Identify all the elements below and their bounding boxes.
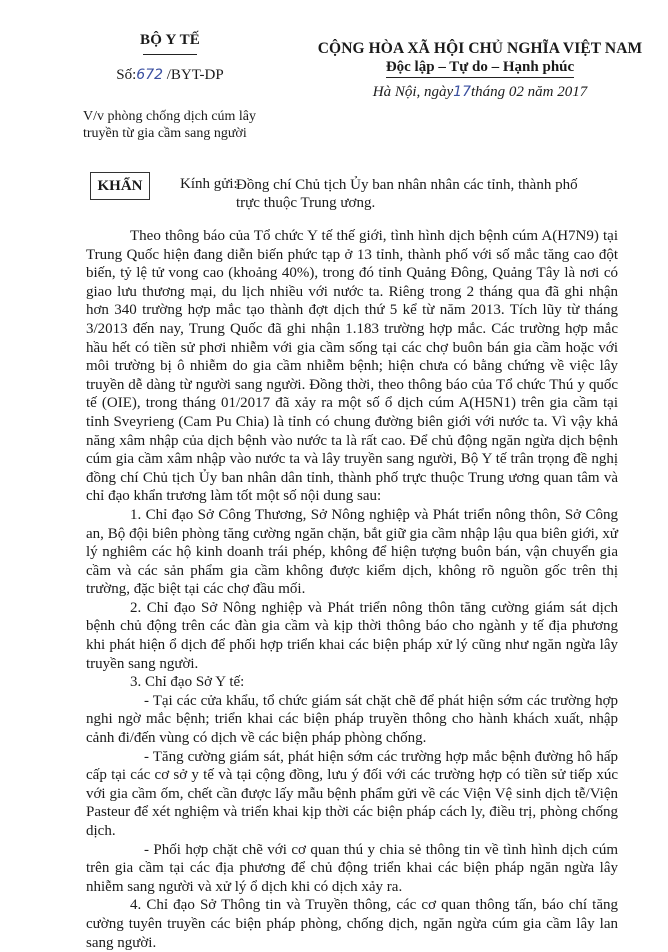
doc-number-prefix: Số: (116, 67, 137, 83)
directive-item-3-sub-3: - Phối hợp chặt chẽ với cơ quan thú y chia sẻ thông tin về tình hình dịch cúm trên gia cầm tại các địa phương để chủ động triển khai các biện pháp ngăn ngừa lây nhiễm sang người và xử lý ổ dịch khi có dịch xảy ra. (86, 841, 618, 895)
directive-item-4: 4. Chỉ đạo Sở Thông tin và Truyền thông, các cơ quan thông tấn, báo chí tăng cường tuyên truyền các biện pháp phòng, chống dịch, ngăn ngừa cúm gia cầm lây lan sang người. (86, 897, 618, 951)
recipient-label: Kính gửi: (180, 176, 238, 192)
intro-paragraph: Theo thông báo của Tổ chức Y tế thế giới, tình hình dịch bệnh cúm A(H7N9) tại Trung Quốc hiện đang diễn biến phức tạp ở 13 tỉnh, thành phố với số mắc tăng cao đột biến, tỷ lệ tử vong cao (khoảng 40%), trong đó tỉnh Quảng Đông, Quảng Tây là nơi có giao lưu thương mại, du lịch nhiều với nước ta. Riêng trong 2 tháng qua đã ghi nhận hơn 340 trường hợp mắc tạo thành đợt dịch thứ 5 kể từ năm 2013. Tích lũy từ tháng 3/2013 đến nay, Trung Quốc đã ghi nhận 1.183 trường hợp mắc. Các trường hợp mắc hầu hết có tiền sử phơi nhiễm với gia cầm sống tại các chợ buôn bán gia cầm hoặc với môi trường bị ô nhiễm do gia cầm nhiễm bệnh; hiện chưa có bằng chứng về việc lây truyền dễ dàng từ người sang người. Đồng thời, theo thông báo của Tổ chức Thú y quốc tế (OIE), trong tháng 01/2017 đã xảy ra một số ổ dịch cúm A(H5N1) trên gia cầm tại tỉnh Sveyrieng (Cam Pu Chia) là tỉnh có chung đường biên giới với nước ta. Vì vậy khả năng xâm nhập của dịch bệnh vào nước ta là rất cao. Để chủ động ngăn ngừa dịch bệnh cúm gia cầm xâm nhập vào nước ta và lây truyền sang người, Bộ Y tế trân trọng đề nghị đồng chí Chủ tịch Ủy ban nhân dân tỉnh, thành phố trực thuộc Trung ương quan tâm và chỉ đạo khẩn trương làm tốt một số nội dung sau: (86, 228, 618, 505)
subject-line-1: V/v phòng chống dịch cúm lây (83, 109, 257, 124)
date-prefix: Hà Nội, ngày (372, 84, 454, 100)
organization-name: BỘ Y TẾ (139, 32, 201, 48)
date-day-handwritten: 17 (453, 84, 471, 100)
issuer-block (70, 32, 270, 84)
doc-number-suffix: /BYT-DP (166, 67, 224, 83)
recipient-line-2: trực thuộc Trung ương. (236, 195, 376, 211)
document-number (70, 67, 270, 84)
directive-item-1: 1. Chỉ đạo Sở Công Thương, Sở Nông nghiệp và Phát triển nông thôn, Sở Công an, Bộ đội biên phòng tăng cường ngăn chặn, bắt giữ gia cầm nhập lậu qua biên giới, xử lý nghiêm các hộ kinh doanh trái phép, không để hiện tượng buôn bán, vận chuyển gia cầm và các sản phẩm gia cầm không được kiểm dịch, không rõ nguồn gốc trên thị trường, đặc biệt tại các chợ đầu mối. (86, 506, 618, 598)
recipient-line-1: Đồng chí Chủ tịch Ủy ban nhân nhân các tỉnh, thành phố (236, 177, 578, 193)
national-motto: Độc lập – Tự do – Hạnh phúc (386, 59, 574, 78)
document-body (86, 227, 618, 952)
dateline (300, 84, 660, 101)
directive-item-2: 2. Chỉ đạo Sở Nông nghiệp và Phát triển nông thôn tăng cường giám sát dịch bệnh chủ động trên các đàn gia cầm và kịp thời thông báo cho ngành y tế địa phương khi phát hiện ổ dịch để phối hợp triển khai các biện pháp xử lý cũng như ngăn ngừa lây truyền sang người. (86, 599, 618, 672)
national-header (300, 40, 660, 101)
subject-block (83, 108, 303, 142)
organization-underline (143, 54, 197, 55)
urgency-stamp: KHẨN (90, 172, 150, 200)
date-suffix: tháng 02 năm 2017 (471, 84, 588, 100)
subject-line-2: truyền từ gia cầm sang người (83, 126, 247, 141)
directive-item-3-sub-2: - Tăng cường giám sát, phát hiện sớm các trường hợp mắc bệnh đường hô hấp cấp tại các cơ sở y tế và tại cộng đồng, lưu ý đối với các trường hợp có tiền sử tiếp xúc với gia cầm ốm, chết cần được lấy mẫu bệnh phẩm gửi về các Viện Vệ sinh dịch tễ/Viện Pasteur để xét nghiệm và triển khai kịp thời các biện pháp cách ly, điều trị, phòng chống dịch. (86, 748, 618, 839)
doc-number-handwritten: 672 (136, 67, 164, 83)
recipient-text (236, 176, 616, 212)
directive-item-3: 3. Chỉ đạo Sở Y tế: (130, 674, 245, 691)
nation-title: CỘNG HÒA XÃ HỘI CHỦ NGHĨA VIỆT NAM (317, 40, 643, 57)
directive-item-3-sub-1: - Tại các cửa khẩu, tổ chức giám sát chặt chẽ để phát hiện sớm các trường hợp nghi ngờ mắc bệnh; triển khai các biện pháp truyền thông cho hành khách xuất, nhập cảnh đi/đến vùng có dịch về các biện pháp phòng chống. (86, 692, 618, 747)
